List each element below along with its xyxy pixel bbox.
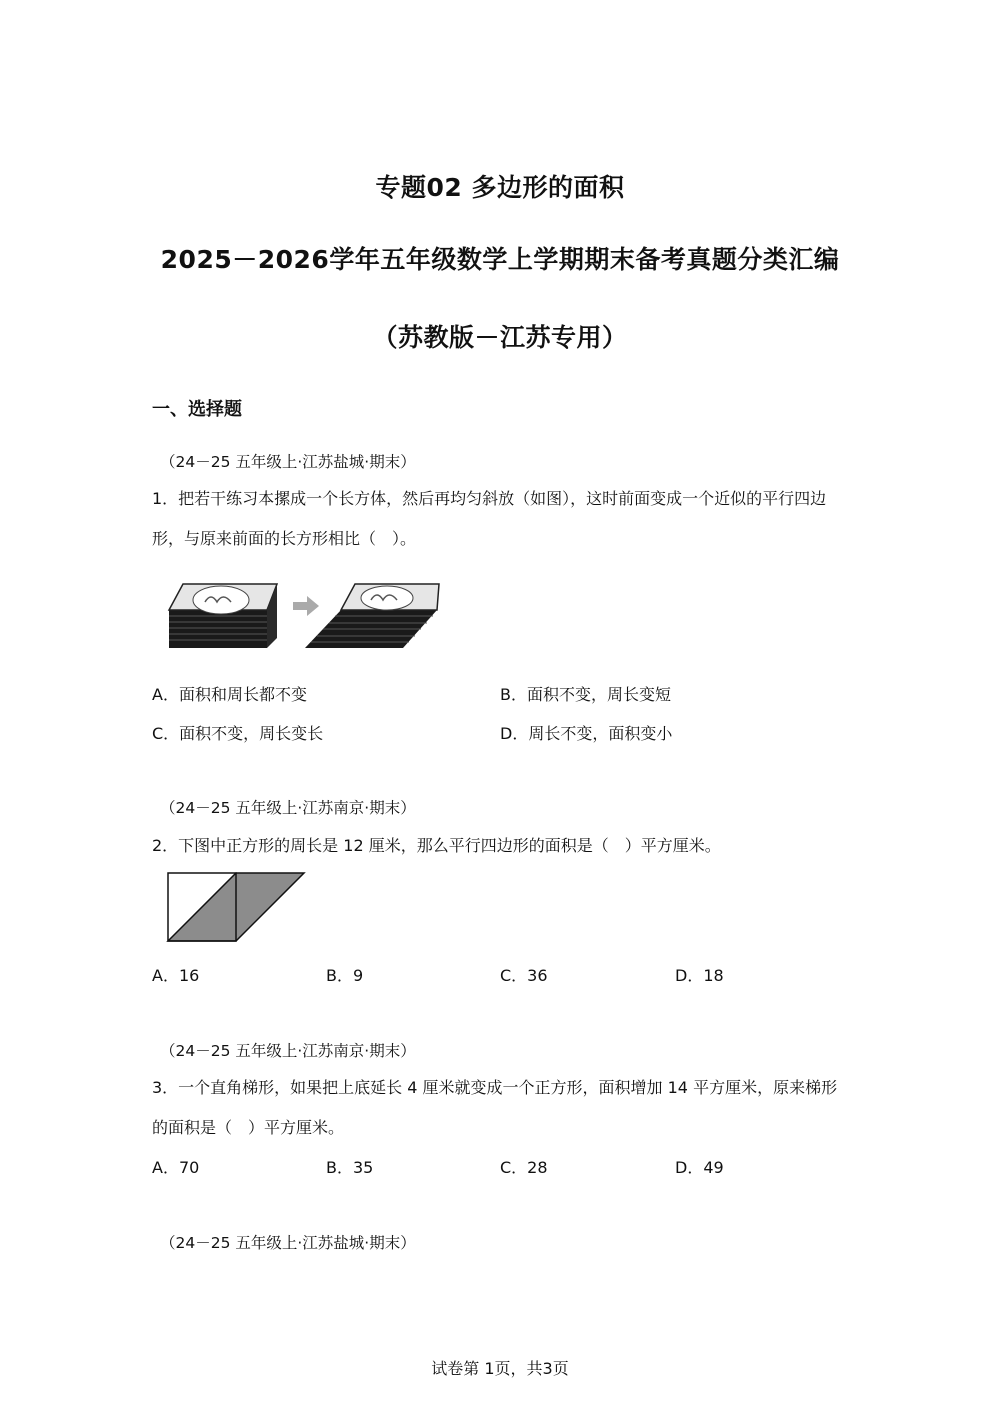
question-text: 1．把若干练习本摞成一个长方体，然后再均匀斜放（如图），这时前面变成一个近似的平行四边形，与原来前面的长方形相比（ ）。 <box>152 489 827 548</box>
section-heading: 一、选择题 <box>152 399 242 420</box>
question-source: （24－25 五年级上·江苏南京·期末） <box>160 799 416 817</box>
option-a: A．70 <box>152 1158 200 1177</box>
doc-edition: （苏教版－江苏专用） <box>372 323 628 352</box>
option-c: C．36 <box>500 966 548 985</box>
notebooks-figure <box>165 578 455 650</box>
question-source: （24－25 五年级上·江苏盐城·期末） <box>160 453 416 471</box>
option-b: B．面积不变，周长变短 <box>500 685 671 704</box>
option-c: C．28 <box>500 1158 548 1177</box>
doc-subtitle: 2025－2026学年五年级数学上学期期末备考真题分类汇编 <box>160 245 840 274</box>
arrow-icon <box>293 596 319 616</box>
square-parallelogram-figure <box>166 870 308 944</box>
question-text: 2．下图中正方形的周长是 12 厘米，那么平行四边形的面积是（ ）平方厘米。 <box>152 836 721 855</box>
option-b: B．9 <box>326 966 364 985</box>
question-source: （24－25 五年级上·江苏盐城·期末） <box>160 1234 416 1252</box>
option-a: A．16 <box>152 966 200 985</box>
option-c: C．面积不变，周长变长 <box>152 724 324 743</box>
question-source: （24－25 五年级上·江苏南京·期末） <box>160 1042 416 1060</box>
option-b: B．35 <box>326 1158 374 1177</box>
option-d: D．周长不变，面积变小 <box>500 724 673 743</box>
option-a: A．面积和周长都不变 <box>152 685 307 704</box>
option-d: D．18 <box>675 966 724 985</box>
page-footer: 试卷第 1页，共3页 <box>431 1359 569 1378</box>
option-d: D．49 <box>675 1158 724 1177</box>
notebook-stack <box>169 584 277 648</box>
question-text: 3．一个直角梯形，如果把上底延长 4 厘米就变成一个正方形，面积增加 14 平方厘米，原来梯形的面积是（ ）平方厘米。 <box>152 1078 838 1137</box>
doc-title: 专题02 多边形的面积 <box>375 173 625 202</box>
notebook-slanted <box>305 584 439 648</box>
